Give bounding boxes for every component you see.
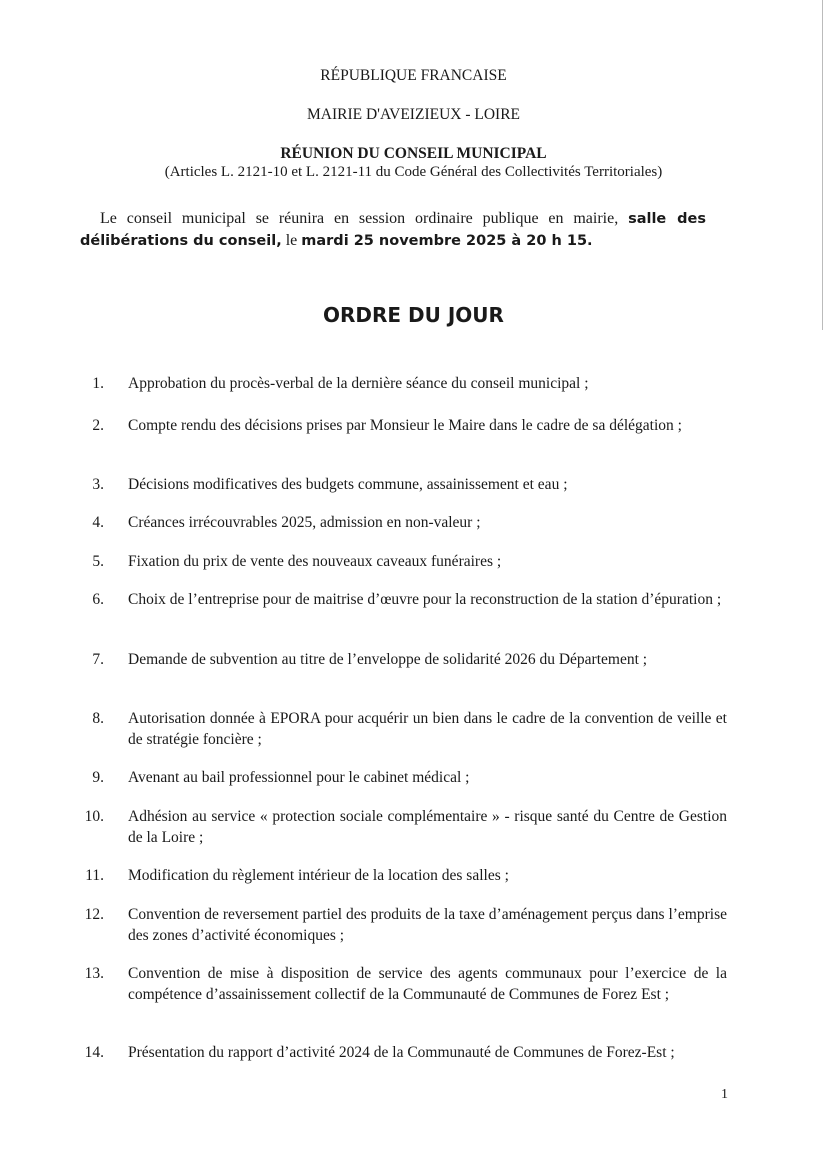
meeting-place: salle des délibérations du conseil, — [80, 211, 706, 249]
agenda-item-text: Autorisation donnée à EPORA pour acquérir un bien dans le cadre de la convention de veille et de stratégie foncière ; — [128, 710, 727, 748]
agenda-item-text: Compte rendu des décisions prises par Monsieur le Maire dans le cadre de sa délégation ; — [128, 417, 682, 434]
agenda-item-number: 3. — [92, 476, 104, 493]
agenda-item-number: 5. — [92, 553, 104, 570]
agenda-item-text: Décisions modificatives des budgets commune, assainissement et eau ; — [128, 476, 568, 493]
agenda-item-number: 13. — [84, 965, 104, 982]
agenda-item-text: Approbation du procès-verbal de la dernière séance du conseil municipal ; — [128, 375, 589, 392]
country-heading: RÉPUBLIQUE FRANCAISE — [320, 67, 507, 84]
agenda-item-text: Présentation du rapport d’activité 2024 de la Communauté de Communes de Forez-Est ; — [128, 1044, 675, 1061]
intro-text: Le conseil municipal se réunira en session ordinaire publique en mairie, — [100, 210, 629, 227]
agenda-item-number: 4. — [92, 514, 104, 531]
agenda-item-number: 1. — [92, 375, 104, 392]
meeting-intro — [80, 208, 706, 252]
agenda-item-number: 7. — [92, 651, 104, 668]
agenda-item-number: 6. — [92, 591, 104, 608]
agenda-item-text: Avenant au bail professionnel pour le cabinet médical ; — [128, 769, 470, 786]
agenda-item-text: Créances irrécouvrables 2025, admission en non-valeur ; — [128, 514, 481, 531]
agenda-title: ORDRE DU JOUR — [323, 303, 504, 327]
intro-text-2: le — [281, 232, 302, 249]
agenda-item-text: Choix de l’entreprise pour de maitrise d’œuvre pour la reconstruction de la station d’épuration ; — [128, 591, 722, 608]
agenda-item-text: Demande de subvention au titre de l’enveloppe de solidarité 2026 du Département ; — [128, 651, 648, 668]
agenda-item-text: Convention de reversement partiel des produits de la taxe d’aménagement perçus dans l’emprise des zones d’activité économiques ; — [128, 906, 727, 944]
agenda-item-text: Convention de mise à disposition de service des agents communaux pour l’exercice de la compétence d’assainissement collectif de la Communauté de Communes de Forez Est ; — [128, 965, 727, 1003]
agenda-item-number: 14. — [84, 1044, 104, 1061]
agenda-item-text: Adhésion au service « protection sociale complémentaire » - risque santé du Centre de Gestion de la Loire ; — [128, 808, 727, 846]
agenda-item-number: 8. — [92, 710, 104, 727]
legal-articles: (Articles L. 2121-10 et L. 2121-11 du Code Général des Collectivités Territoriales) — [164, 164, 663, 180]
agenda-item-text: Fixation du prix de vente des nouveaux caveaux funéraires ; — [128, 553, 502, 570]
page-number: 1 — [721, 1087, 728, 1102]
agenda-item-number: 2. — [92, 417, 104, 434]
agenda-item-text: Modification du règlement intérieur de la location des salles ; — [128, 867, 509, 884]
agenda-item-number: 10. — [84, 808, 104, 825]
meeting-title: RÉUNION DU CONSEIL MUNICIPAL — [280, 145, 547, 162]
meeting-date: mardi 25 novembre 2025 à 20 h 15. — [301, 233, 593, 249]
agenda-item-number: 12. — [84, 906, 104, 923]
mairie-heading: MAIRIE D'AVEIZIEUX - LOIRE — [306, 106, 520, 123]
agenda-item-number: 9. — [92, 769, 104, 786]
agenda-item-number: 11. — [85, 867, 104, 884]
